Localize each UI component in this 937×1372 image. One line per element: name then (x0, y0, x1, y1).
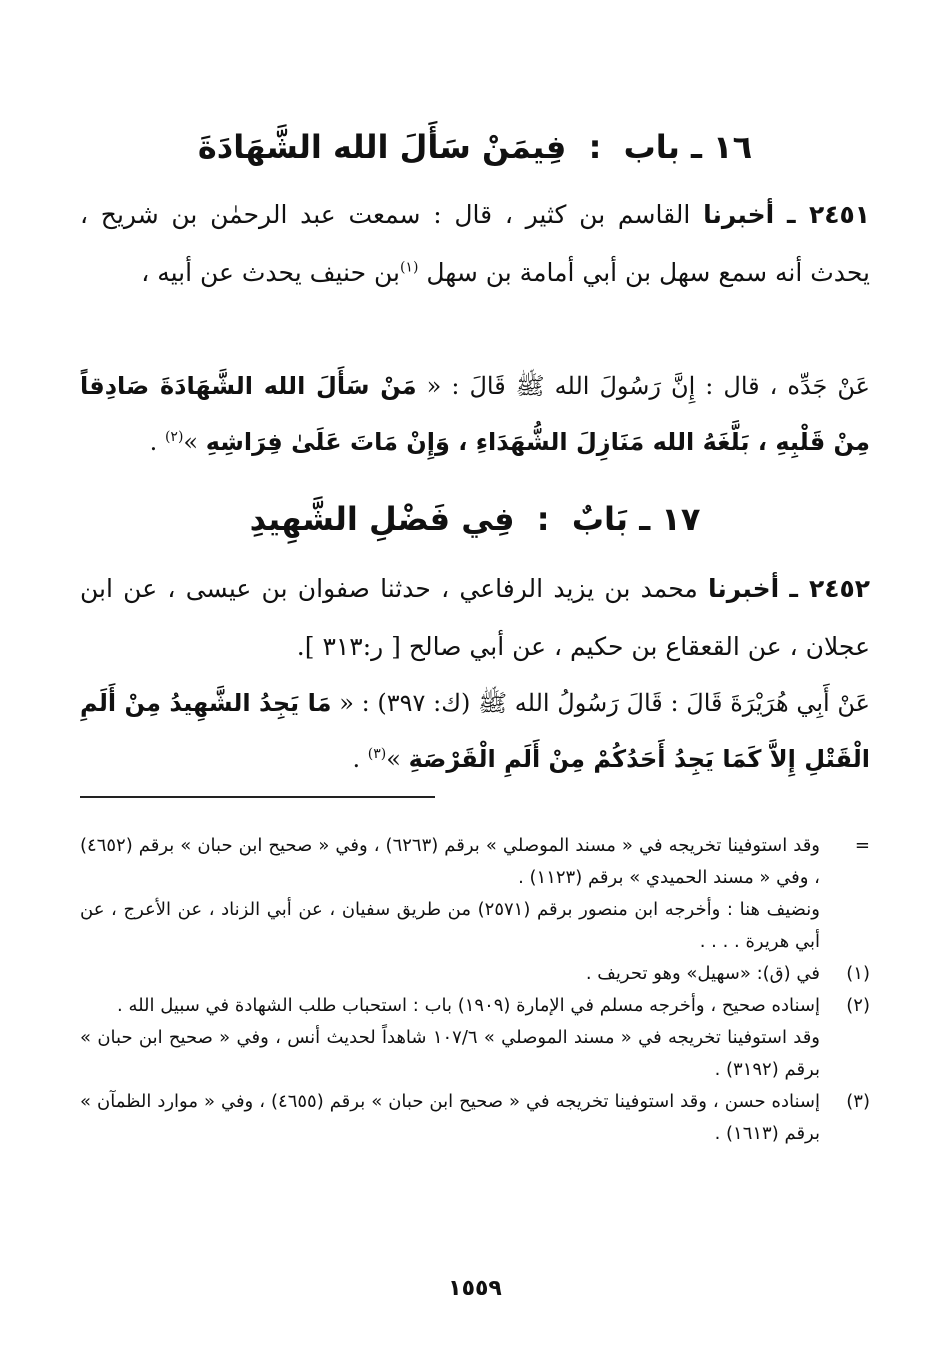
chapter-colon: : (577, 128, 613, 166)
chapter-17-heading (80, 500, 870, 538)
footnote-text: إسناده حسن ، وقد استوفينا تخريجه في « صحيح ابن حبان » برقم (٤٦٥٥) ، وفي « موارد الظمآن » برقم (١٦١٣) . (80, 1091, 821, 1144)
prophet-saying: مَا يَجِدُ الشَّهِيدُ مِنْ أَلَمِ الْقَتْلِ إِلاَّ كَمَا يَجِدُ أَحَدُكُمْ مِنْ أَلَمِ الْقَرْصَةِ (80, 689, 870, 773)
hadith-2451-number: ٢٤٥١ ـ (786, 200, 871, 229)
prophet-saying: مَنْ سَأَلَ الله الشَّهَادَةَ صَادِقاً مِنْ قَلْبِهِ ، بَلَّغَهُ الله مَنَازِلَ الشُّهَدَاءِ ، وَإِنْ مَاتَ عَلَىٰ فِرَاشِهِ (80, 372, 870, 456)
chapter-16-heading (80, 128, 870, 166)
footnote-2 (80, 990, 870, 1022)
footnote-text: وقد استوفينا تخريجه في « مسند الموصلي » برقم (٦٢٦٣) ، وفي « صحيح ابن حبان » برقم (٤٦٥٢) ، وفي « مسند الحميدي » برقم (١١٢٣) . (80, 835, 820, 888)
matn-intro: عَنْ جَدِّه ، قال : إِنَّ رَسُولَ الله ﷺ قَالَ : « (426, 372, 870, 400)
footnote-continuation-2 (80, 894, 870, 958)
hadith-2451-isnad (80, 186, 870, 302)
footnote-ref-2: (٢) (164, 429, 184, 445)
footnote-text: وقد استوفينا تخريجه في « مسند الموصلي » ١٠٧/٦ شاهداً لحديث أنس ، وفي « صحيح ابن حبان » برقم (٣١٩٢) . (80, 1027, 820, 1080)
footnote-continuation (80, 830, 870, 894)
footnote-2-continued (80, 1022, 870, 1086)
footnote-marker: (٢) (846, 995, 870, 1016)
hadith-2452-isnad (80, 560, 870, 676)
footnote-ref-3: (٣) (367, 746, 387, 762)
footnote-text: ونضيف هنا : وأخرجه ابن منصور برقم (٢٥٧١) من طريق سفيان ، عن أبي الزناد ، عن الأعرج ، عن أبي هريرة . . . . (80, 899, 820, 952)
hadith-2452-matn (80, 675, 870, 787)
footnote-ref-1: (١) (399, 259, 419, 276)
chapter-16-number: ١٦ ـ باب (623, 128, 753, 166)
footnote-3 (80, 1086, 870, 1150)
isnad-text: القاسم بن كثير ، قال : سمعت عبد الرحمٰن بن شريح ، يحدث أنه سمع سهل بن أبي أمامة بن سهل (80, 200, 870, 287)
footnote-marker: (١) (846, 963, 870, 984)
quote-close: » (183, 428, 199, 456)
end-mark: . (352, 745, 361, 773)
matn-intro: عَنْ أَبِي هُرَيْرَةَ قَالَ : قَالَ رَسُولُ الله ﷺ (ك: ٣٩٧) : « (339, 689, 870, 717)
hadith-2451-matn (80, 358, 870, 470)
footnote-1 (80, 958, 870, 990)
footnote-text: في (ق): «سهيل» وهو تحريف . (585, 963, 820, 984)
akhbarana-label: أخبرنا (703, 200, 775, 229)
page-number: ١٥٥٩ (448, 1276, 502, 1301)
footnote-marker: = (854, 835, 870, 856)
quote-close: » (386, 745, 401, 773)
footnote-marker: (٣) (846, 1091, 870, 1112)
chapter-16-title: فِيمَنْ سَأَلَ الله الشَّهَادَةَ (197, 128, 567, 166)
isnad-text-cont: بن حنيف يحدث عن أبيه ، (141, 258, 400, 287)
end-mark: . (149, 428, 158, 456)
akhbarana-label: أخبرنا (708, 574, 780, 603)
chapter-colon: : (525, 500, 561, 538)
footnote-divider (80, 796, 435, 798)
chapter-17-title: فِي فَضْلِ الشَّهِيدِ (249, 500, 515, 538)
footnote-text: إسناده صحيح ، وأخرجه مسلم في الإمارة (١٩٠٩) باب : استحباب طلب الشهادة في سبيل الله . (117, 995, 820, 1016)
footnotes (80, 830, 870, 1150)
chapter-17-number: ١٧ ـ بَابٌ (571, 500, 701, 538)
isnad-text: محمد بن يزيد الرفاعي ، حدثنا صفوان بن عيسى ، عن ابن عجلان ، عن القعقاع بن حكيم ، عن أبي صالح [ ر:٣١٣ ]. (80, 574, 870, 661)
page (80, 0, 870, 1372)
hadith-2452-number: ٢٤٥٢ ـ (789, 574, 871, 603)
